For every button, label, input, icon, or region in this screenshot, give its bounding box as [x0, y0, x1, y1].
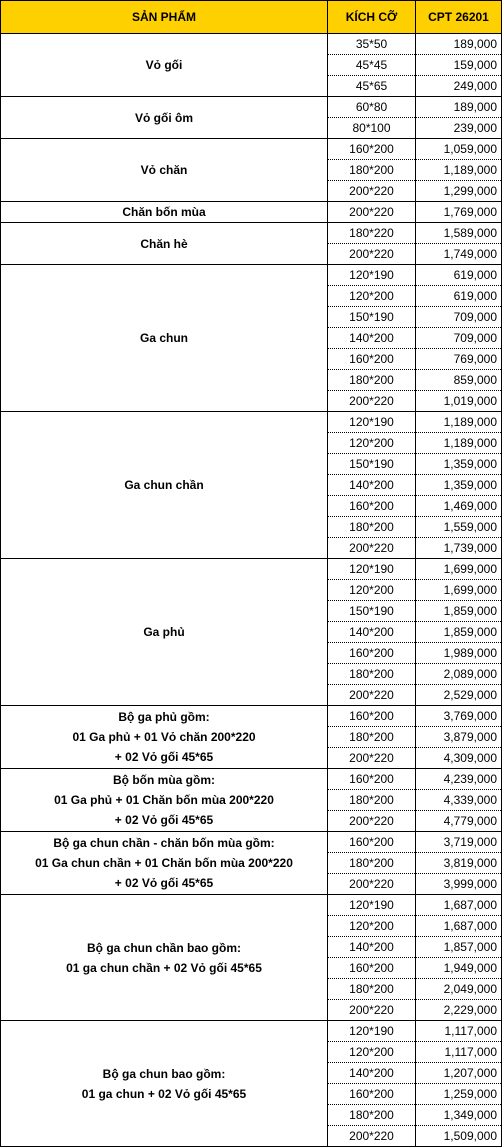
table-row [1, 1021, 502, 1042]
price-cell: 2,089,000 [416, 664, 502, 685]
price-cell: 239,000 [416, 118, 502, 139]
header-size: KÍCH CỠ [328, 1, 416, 34]
price-cell: 769,000 [416, 349, 502, 370]
table-row [1, 265, 502, 286]
product-name-cell [1, 895, 328, 1021]
price-cell: 4,339,000 [416, 790, 502, 811]
table-row [1, 202, 502, 223]
size-cell: 180*200 [328, 790, 416, 811]
product-name-line: Bộ ga chun bao gồm: [102, 1066, 226, 1081]
price-cell: 1,359,000 [416, 454, 502, 475]
price-cell: 709,000 [416, 328, 502, 349]
size-cell: 200*220 [328, 202, 416, 223]
product-name-cell [1, 223, 328, 265]
price-cell: 1,589,000 [416, 223, 502, 244]
size-cell: 140*200 [328, 937, 416, 958]
price-cell: 249,000 [416, 76, 502, 97]
product-name-line: 01 ga chun + 02 Vỏ gối 45*65 [81, 1086, 247, 1101]
size-cell: 120*190 [328, 895, 416, 916]
size-cell: 180*200 [328, 1105, 416, 1126]
price-cell: 1,189,000 [416, 412, 502, 433]
size-cell: 140*200 [328, 622, 416, 643]
table-row [1, 769, 502, 790]
price-cell: 1,189,000 [416, 160, 502, 181]
header-row [1, 1, 502, 34]
product-name-cell [1, 706, 328, 769]
price-cell: 1,117,000 [416, 1042, 502, 1063]
table-row [1, 34, 502, 55]
price-cell: 3,769,000 [416, 706, 502, 727]
size-cell: 45*65 [328, 76, 416, 97]
product-name-line: + 02 Vỏ gối 45*65 [114, 876, 214, 890]
size-cell: 150*190 [328, 601, 416, 622]
price-cell: 1,059,000 [416, 139, 502, 160]
size-cell: 200*220 [328, 181, 416, 202]
product-name-line: Ga chun [139, 331, 188, 345]
price-cell: 1,359,000 [416, 475, 502, 496]
product-name-line: 01 Ga phủ + 01 Chăn bốn mùa 200*220 [54, 793, 274, 807]
price-cell: 1,949,000 [416, 958, 502, 979]
product-name-line: 01 ga chun chần + 02 Vỏ gối 45*65 [66, 960, 262, 975]
table-row [1, 412, 502, 433]
size-cell: 120*200 [328, 433, 416, 454]
product-name-line: + 02 Vỏ gối 45*65 [114, 750, 214, 764]
product-name-cell [1, 97, 328, 139]
price-cell: 3,719,000 [416, 832, 502, 853]
product-name-cell [1, 1021, 328, 1147]
price-cell: 189,000 [416, 97, 502, 118]
price-cell: 159,000 [416, 55, 502, 76]
price-cell: 1,349,000 [416, 1105, 502, 1126]
size-cell: 45*45 [328, 55, 416, 76]
price-cell: 3,999,000 [416, 874, 502, 895]
product-name-line: Bộ ga chun chần bao gồm: [86, 940, 241, 955]
product-name-cell [1, 832, 328, 895]
size-cell: 200*220 [328, 811, 416, 832]
size-cell: 180*200 [328, 664, 416, 685]
price-cell: 1,769,000 [416, 202, 502, 223]
product-name-cell [1, 559, 328, 706]
size-cell: 80*100 [328, 118, 416, 139]
header-product: SẢN PHẨM [1, 1, 328, 34]
product-name-line: + 02 Vỏ gối 45*65 [114, 813, 214, 827]
price-cell: 1,859,000 [416, 601, 502, 622]
product-name-cell [1, 412, 328, 559]
table-row [1, 895, 502, 916]
size-cell: 120*200 [328, 286, 416, 307]
price-cell: 189,000 [416, 34, 502, 55]
product-name-line: Bộ bốn mùa gồm: [113, 773, 215, 787]
product-name-line: Bộ ga chun chần - chăn bốn mùa gồm: [53, 836, 275, 850]
price-cell: 1,299,000 [416, 181, 502, 202]
table-row [1, 832, 502, 853]
size-cell: 150*190 [328, 454, 416, 475]
price-cell: 4,309,000 [416, 748, 502, 769]
size-cell: 160*200 [328, 1084, 416, 1105]
size-cell: 160*200 [328, 139, 416, 160]
price-cell: 1,699,000 [416, 559, 502, 580]
size-cell: 200*220 [328, 1000, 416, 1021]
price-cell: 4,779,000 [416, 811, 502, 832]
price-cell: 619,000 [416, 286, 502, 307]
size-cell: 35*50 [328, 34, 416, 55]
product-name-cell [1, 265, 328, 412]
price-cell: 1,687,000 [416, 916, 502, 937]
price-table-body [1, 34, 502, 1147]
product-name-line: Vỏ gối [145, 58, 183, 72]
size-cell: 180*220 [328, 223, 416, 244]
product-name-line: Vỏ chăn [140, 163, 188, 177]
size-cell: 60*80 [328, 97, 416, 118]
product-name-cell [1, 34, 328, 97]
size-cell: 140*200 [328, 1063, 416, 1084]
table-row [1, 223, 502, 244]
size-cell: 160*200 [328, 496, 416, 517]
size-cell: 120*200 [328, 916, 416, 937]
size-cell: 160*200 [328, 832, 416, 853]
size-cell: 180*200 [328, 979, 416, 1000]
price-cell: 1,739,000 [416, 538, 502, 559]
price-cell: 1,687,000 [416, 895, 502, 916]
size-cell: 180*200 [328, 160, 416, 181]
table-row [1, 97, 502, 118]
header-price: CPT 26201 [416, 1, 502, 34]
price-cell: 1,857,000 [416, 937, 502, 958]
price-cell: 3,879,000 [416, 727, 502, 748]
price-cell: 859,000 [416, 370, 502, 391]
product-name-line: Vỏ gối ôm [135, 110, 193, 125]
product-name-line: Ga chun chần [124, 478, 204, 492]
size-cell: 200*220 [328, 874, 416, 895]
product-name-line: Chăn bốn mùa [122, 205, 206, 219]
price-cell: 2,229,000 [416, 1000, 502, 1021]
size-cell: 200*220 [328, 244, 416, 265]
size-cell: 120*190 [328, 265, 416, 286]
product-name-cell [1, 769, 328, 832]
size-cell: 120*190 [328, 412, 416, 433]
size-cell: 180*200 [328, 727, 416, 748]
price-cell: 1,189,000 [416, 433, 502, 454]
price-cell: 2,049,000 [416, 979, 502, 1000]
price-cell: 1,019,000 [416, 391, 502, 412]
size-cell: 180*200 [328, 370, 416, 391]
size-cell: 140*200 [328, 328, 416, 349]
product-name-line: Chăn hè [140, 236, 188, 251]
size-cell: 160*200 [328, 349, 416, 370]
size-cell: 180*200 [328, 853, 416, 874]
size-cell: 180*200 [328, 517, 416, 538]
price-cell: 619,000 [416, 265, 502, 286]
product-name-cell [1, 139, 328, 202]
price-cell: 1,509,000 [416, 1126, 502, 1147]
product-name-line: Ga phủ [143, 625, 185, 639]
size-cell: 200*220 [328, 391, 416, 412]
size-cell: 140*200 [328, 475, 416, 496]
price-cell: 1,117,000 [416, 1021, 502, 1042]
price-cell: 1,749,000 [416, 244, 502, 265]
size-cell: 120*200 [328, 580, 416, 601]
price-cell: 1,989,000 [416, 643, 502, 664]
price-cell: 1,859,000 [416, 622, 502, 643]
size-cell: 160*200 [328, 769, 416, 790]
price-cell: 2,529,000 [416, 685, 502, 706]
size-cell: 150*190 [328, 307, 416, 328]
price-cell: 1,559,000 [416, 517, 502, 538]
price-cell: 1,469,000 [416, 496, 502, 517]
price-cell: 4,239,000 [416, 769, 502, 790]
size-cell: 160*200 [328, 706, 416, 727]
product-name-line: 01 Ga chun chần + 01 Chăn bốn mùa 200*220 [35, 856, 293, 870]
product-name-line: 01 Ga phủ + 01 Vỏ chăn 200*220 [72, 730, 256, 744]
price-cell: 709,000 [416, 307, 502, 328]
table-row [1, 559, 502, 580]
size-cell: 160*200 [328, 643, 416, 664]
table-row [1, 706, 502, 727]
product-name-cell [1, 202, 328, 223]
size-cell: 120*190 [328, 559, 416, 580]
price-cell: 1,259,000 [416, 1084, 502, 1105]
size-cell: 200*220 [328, 748, 416, 769]
size-cell: 200*220 [328, 1126, 416, 1147]
product-name-line: Bộ ga phủ gồm: [118, 710, 210, 724]
table-row [1, 139, 502, 160]
size-cell: 120*190 [328, 1021, 416, 1042]
price-cell: 1,207,000 [416, 1063, 502, 1084]
size-cell: 200*220 [328, 538, 416, 559]
size-cell: 200*220 [328, 685, 416, 706]
price-cell: 3,819,000 [416, 853, 502, 874]
price-cell: 1,699,000 [416, 580, 502, 601]
size-cell: 160*200 [328, 958, 416, 979]
size-cell: 120*200 [328, 1042, 416, 1063]
